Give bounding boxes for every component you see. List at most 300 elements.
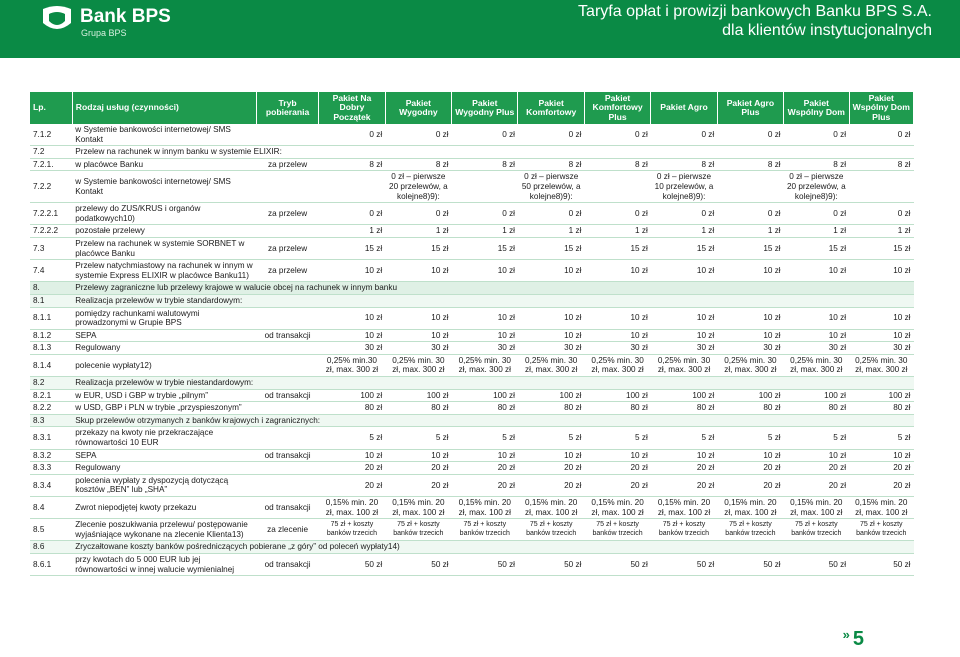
fee-cell: 5 zł <box>502 433 515 443</box>
row-number: 8.1.3 <box>33 343 52 353</box>
row-mode: od transakcji <box>264 330 311 340</box>
fee-cell: 8 zł <box>767 159 781 169</box>
row-number: 8. <box>33 283 40 293</box>
fee-cell: 5 zł <box>369 433 383 443</box>
fee-cell: 75 zł + koszty banków trzecich <box>791 521 842 537</box>
fee-cell <box>452 171 518 203</box>
fee-cell: 30 zł <box>431 343 449 353</box>
fee-cell: 0,25% min. 30 zł, max. 300 zł <box>855 355 908 375</box>
table-row <box>30 260 914 282</box>
fee-cell: 20 zł <box>763 480 781 490</box>
fee-cell: 0 zł <box>635 208 648 218</box>
row-number: 8.2.1 <box>33 390 52 400</box>
col-package-6: Pakiet Agro <box>651 92 717 124</box>
row-mode <box>256 402 318 415</box>
row-mode <box>256 307 318 329</box>
row-mode <box>256 474 318 496</box>
fee-cell: 0,25% min. 30 zł, max. 300 zł <box>790 355 843 375</box>
fee-cell: 30 zł <box>364 343 383 353</box>
fee-cell: 15 zł <box>564 243 582 253</box>
fee-cell: 0 zł <box>767 208 781 218</box>
section-title: Realizacja przelewów w trybie standardowym: <box>75 295 243 305</box>
table-row <box>30 342 914 355</box>
fee-cell: 80 zł <box>564 403 582 413</box>
fee-cell: 30 zł <box>893 343 911 353</box>
col-package-4: Pakiet Komfortowy <box>518 92 584 124</box>
fee-cell: 0,15% min. 20 zł, max. 100 zł <box>724 498 777 517</box>
row-number: 8.3.4 <box>33 480 52 490</box>
fee-cell: 80 zł <box>364 403 383 413</box>
fee-cell: 10 zł <box>630 265 648 275</box>
fee-cell: 10 zł <box>564 330 582 340</box>
fee-cell: 1 zł <box>767 226 781 236</box>
fee-cell: 30 zł <box>564 343 582 353</box>
fee-cell: 0 zł <box>833 208 847 218</box>
row-description: Przelew na rachunek w systemie SORBNET w placówce Banku <box>75 238 245 258</box>
row-description: pozostałe przelewy <box>75 226 145 236</box>
fee-cell: 10 zł <box>630 330 648 340</box>
double-chevron-icon: » <box>842 627 850 642</box>
table-row <box>30 282 914 295</box>
fee-cell: 100 zł <box>692 390 715 400</box>
fee-cell: 0,15% min. 20 zł, max. 100 zł <box>657 498 711 517</box>
row-description: polecenia wypłaty z dyspozycją dotyczącą kosztów „BEN” lub „SHA” <box>75 475 229 495</box>
fee-cell: 10 zł <box>564 450 582 460</box>
section-title: Przelewy zagraniczne lub przelewy krajowe w walucie obcej na rachunek w innym banku <box>75 283 397 293</box>
table-row <box>30 237 914 259</box>
row-description: Przelew natychmiastowy na rachunek w innym w systemie Express ELIXIR w placówce Banku11) <box>75 261 253 280</box>
table-row <box>30 462 914 475</box>
fee-cell: 100 zł <box>426 390 449 400</box>
fee-cell <box>717 171 783 203</box>
row-number: 8.2.2 <box>33 403 52 413</box>
row-number: 7.2.2.2 <box>33 226 59 236</box>
row-mode: za przelew <box>268 243 308 253</box>
fee-cell <box>849 171 913 203</box>
fee-cell: 50 zł <box>431 559 449 569</box>
fee-cell: 5 zł <box>435 433 449 443</box>
row-mode <box>256 427 318 449</box>
fee-cell: 10 zł <box>630 450 648 460</box>
section-title: Skup przelewów otrzymanych z banków krajowych i zagranicznych: <box>75 415 321 425</box>
logo-title: Bank BPS <box>80 6 171 27</box>
fee-cell: 75 zł + koszty banków trzecich <box>526 521 577 537</box>
table-row <box>30 203 914 225</box>
fee-cell: 0,15% min. 20 zł, max. 100 zł <box>591 498 644 517</box>
fee-cell: 1 zł <box>435 226 449 236</box>
fee-cell: 0,25% min. 30 zł, max. 300 zł <box>724 355 777 375</box>
row-number: 8.2 <box>33 378 45 388</box>
fee-cell: 0 zł <box>502 208 515 218</box>
fee-cell: 30 zł <box>828 343 847 353</box>
fee-cell: 80 zł <box>431 403 449 413</box>
row-number: 7.2.1. <box>33 159 54 169</box>
fee-cell: 100 zł <box>758 390 781 400</box>
fee-cell: 75 zł + koszty banków trzecich <box>856 521 907 537</box>
fee-cell: 80 zł <box>763 403 781 413</box>
fee-cell: 20 zł <box>497 480 515 490</box>
fee-cell: 75 zł + koszty banków trzecich <box>326 521 378 537</box>
row-number: 8.3.3 <box>33 463 52 473</box>
fee-cell <box>319 171 385 203</box>
fee-cell: 1 zł <box>833 226 847 236</box>
fee-cell: 20 zł <box>630 463 648 473</box>
table-row <box>30 354 914 376</box>
fee-cell: 20 zł <box>763 463 781 473</box>
section-title: Przelew na rachunek w innym banku w systemie ELIXIR: <box>75 147 282 157</box>
fee-cell: 10 zł <box>497 265 515 275</box>
fee-cell: 0 zł <box>369 208 383 218</box>
col-package-5: Pakiet Komfortowy Plus <box>584 92 650 124</box>
fee-cell: 10 zł <box>763 313 781 323</box>
fee-cell: 100 zł <box>888 390 911 400</box>
table-row <box>30 389 914 402</box>
fee-cell: 80 zł <box>828 403 847 413</box>
fee-cell: 15 zł <box>497 243 515 253</box>
fee-cell: 8 zł <box>568 159 582 169</box>
row-mode: od transakcji <box>264 450 311 460</box>
fee-cell: 0,15% min. 20 zł, max. 100 zł <box>525 498 578 517</box>
fee-cell: 50 zł <box>630 559 648 569</box>
fee-cell: 20 zł <box>364 463 383 473</box>
table-row <box>30 329 914 342</box>
logo-subtitle: Grupa BPS <box>81 28 127 38</box>
table-row <box>30 519 914 541</box>
fee-cell: 0 zł <box>767 129 781 139</box>
fee-cell: 30 zł <box>497 343 515 353</box>
fee-cell: 0 zł <box>701 129 715 139</box>
row-mode: za przelew <box>268 159 308 169</box>
fee-cell: 0 zł – pierwsze 20 przelewów, a kolejne8)9): <box>389 172 448 201</box>
fee-cell: 0,25% min. 30 zł, max. 300 zł <box>657 355 711 375</box>
fee-cell: 10 zł <box>763 330 781 340</box>
row-description: w Systemie bankowości internetowej/ SMS Kontakt <box>75 177 231 196</box>
fee-cell: 5 zł <box>701 433 715 443</box>
fee-cell: 0 zł <box>435 208 449 218</box>
fee-cell: 30 zł <box>630 343 648 353</box>
row-mode: za przelew <box>268 265 308 275</box>
col-package-2: Pakiet Wygodny <box>385 92 451 124</box>
row-description: przekazy na kwoty nie przekraczające równowartości 10 EUR <box>75 428 214 448</box>
fee-cell: 50 zł <box>828 559 847 569</box>
fee-cell: 20 zł <box>893 480 911 490</box>
fee-cell: 10 zł <box>696 313 715 323</box>
row-mode <box>256 462 318 475</box>
fee-cell: 10 zł <box>497 330 515 340</box>
row-description: Regulowany <box>75 343 121 353</box>
page-number <box>843 627 864 651</box>
table-row <box>30 377 914 390</box>
fee-cell: 0 zł <box>897 208 911 218</box>
fee-cell: 0,15% min. 20 zł, max. 100 zł <box>790 498 843 517</box>
fee-cell: 100 zł <box>824 390 847 400</box>
bank-logo <box>40 5 170 39</box>
row-description: przy kwotach do 5 000 EUR lub jej równowartości w innej walucie wymienialnej <box>75 554 235 574</box>
row-description: SEPA <box>75 330 97 340</box>
fee-cell: 0,25% min. 30 zł, max. 300 zł <box>525 355 578 375</box>
row-number: 8.1 <box>33 295 45 305</box>
fee-cell: 0,25% min.30 zł, max. 300 zł <box>325 355 379 375</box>
fee-cell: 10 zł <box>364 265 383 275</box>
row-mode <box>256 354 318 376</box>
col-package-8: Pakiet Wspólny Dom <box>784 92 849 124</box>
fee-cell: 10 zł <box>696 330 715 340</box>
fee-cell: 1 zł <box>635 226 648 236</box>
fee-cell: 8 zł <box>833 159 847 169</box>
row-number: 8.4 <box>33 502 45 512</box>
fee-cell: 20 zł <box>564 463 582 473</box>
fee-cell: 0,15% min. 20 zł, max. 100 zł <box>325 498 379 517</box>
fee-cell: 100 zł <box>493 390 515 400</box>
fee-cell: 75 zł + koszty banków trzecich <box>658 521 710 537</box>
row-mode <box>256 171 318 203</box>
row-number: 8.6 <box>33 542 45 552</box>
fee-cell: 10 zł <box>431 265 449 275</box>
fee-cell: 20 zł <box>893 463 911 473</box>
fee-cell: 0,25% min. 30 zł, max. 300 zł <box>458 355 511 375</box>
row-number: 7.2 <box>33 147 45 157</box>
row-description: SEPA <box>75 450 97 460</box>
table-row <box>30 474 914 496</box>
fee-cell: 0 zł <box>701 208 715 218</box>
col-package-9: Pakiet Wspólny Dom Plus <box>849 92 913 124</box>
fee-cell: 75 zł + koszty banków trzecich <box>592 521 643 537</box>
row-number: 8.1.2 <box>33 330 52 340</box>
fee-cell: 8 zł <box>502 159 515 169</box>
fee-cell: 80 zł <box>497 403 515 413</box>
row-mode <box>256 342 318 355</box>
fee-cell: 5 zł <box>767 433 781 443</box>
fee-cell: 0 zł <box>435 129 449 139</box>
row-description: w placówce Banku <box>75 159 144 169</box>
table-row <box>30 541 914 554</box>
row-mode: za zlecenie <box>267 524 309 534</box>
fee-cell: 0,25% min. 30 zł, max. 300 zł <box>591 355 644 375</box>
fee-cell: 8 zł <box>635 159 648 169</box>
fee-cell: 10 zł <box>364 313 383 323</box>
fee-cell: 30 zł <box>696 343 715 353</box>
fee-cell: 10 zł <box>828 450 847 460</box>
table-row <box>30 225 914 238</box>
fee-cell: 8 zł <box>701 159 715 169</box>
table-row <box>30 146 914 159</box>
table-row <box>30 124 914 146</box>
row-number: 7.4 <box>33 265 45 275</box>
table-body <box>30 124 914 576</box>
fee-cell: 8 zł <box>897 159 911 169</box>
fee-cell: 0 zł <box>635 129 648 139</box>
row-number: 8.3 <box>33 415 45 425</box>
fee-cell: 1 zł <box>369 226 383 236</box>
fee-cell: 50 zł <box>893 559 911 569</box>
fee-cell: 100 zł <box>360 390 383 400</box>
row-description: Zlecenie poszukiwania przelewu/ postępowanie wyjaśniające wykonane na zlecenie Klienta13) <box>75 520 248 539</box>
fee-cell: 20 zł <box>696 480 715 490</box>
fee-cell: 10 zł <box>364 450 383 460</box>
fee-cell: 20 zł <box>696 463 715 473</box>
row-number: 7.2.2 <box>33 181 52 191</box>
fee-cell: 75 zł + koszty banków trzecich <box>459 521 510 537</box>
row-number: 8.1.4 <box>33 360 52 370</box>
fee-cell: 20 zł <box>630 480 648 490</box>
row-description: przelewy do ZUS/KRUS i organów podatkowych10) <box>75 204 201 223</box>
fee-cell: 8 zł <box>369 159 383 169</box>
fee-cell: 0,15% min. 20 zł, max. 100 zł <box>392 498 445 517</box>
fee-cell: 5 zł <box>568 433 582 443</box>
table-row <box>30 307 914 329</box>
fee-cell: 0 zł <box>369 129 383 139</box>
section-title: Zryczałtowane koszty banków pośredniczących pobierane „z góry” od poleceń wypłaty14) <box>75 542 400 552</box>
fee-cell: 10 zł <box>696 450 715 460</box>
fee-cell: 10 zł <box>497 450 515 460</box>
fee-cell: 15 zł <box>696 243 715 253</box>
row-number: 7.3 <box>33 243 45 253</box>
row-number: 7.1.2 <box>33 129 52 139</box>
fee-cell: 10 zł <box>431 330 449 340</box>
col-lp: Lp. <box>30 92 72 124</box>
page-number-value: 5 <box>852 628 864 650</box>
fee-cell: 10 zł <box>564 313 582 323</box>
fee-cell: 10 zł <box>431 450 449 460</box>
row-mode <box>256 225 318 238</box>
row-description: polecenie wypłaty12) <box>75 360 152 370</box>
fee-cell: 5 zł <box>897 433 911 443</box>
fee-cell: 20 zł <box>564 480 582 490</box>
fee-cell: 20 zł <box>431 480 449 490</box>
row-description: w USD, GBP i PLN w trybie „przyspieszonym” <box>75 403 242 413</box>
title-line-2: dla klientów instytucjonalnych <box>722 22 932 39</box>
fee-cell: 30 zł <box>763 343 781 353</box>
row-description: pomiędzy rachunkami walutowymi prowadzonymi w Grupie BPS <box>75 308 200 328</box>
row-mode: od transakcji <box>264 502 311 512</box>
col-mode: Tryb pobierania <box>256 92 318 124</box>
col-service: Rodzaj usług (czynności) <box>72 92 256 124</box>
row-description: w EUR, USD i GBP w trybie „pilnym” <box>75 390 208 400</box>
fee-cell: 15 zł <box>630 243 648 253</box>
table-row <box>30 294 914 307</box>
table-row <box>30 158 914 171</box>
row-mode: za przelew <box>268 208 308 218</box>
row-number: 8.3.1 <box>33 433 52 443</box>
fee-cell: 0 zł – pierwsze 10 przelewów, a kolejne8)9): <box>654 172 714 201</box>
fee-cell: 0 zł <box>568 208 582 218</box>
fee-cell: 15 zł <box>763 243 781 253</box>
fee-cell: 0 zł – pierwsze 50 przelewów, a kolejne8)9): <box>521 172 581 201</box>
fee-cell: 0 zł – pierwsze 20 przelewów, a kolejne8)9): <box>786 172 846 201</box>
fee-cell: 10 zł <box>893 450 911 460</box>
table-row <box>30 402 914 415</box>
row-mode: od transakcji <box>264 390 311 400</box>
col-package-1: Pakiet Na Dobry Początek <box>319 92 385 124</box>
fee-cell: 0,15% min. 20 zł, max. 100 zł <box>855 498 908 517</box>
bank-bps-logo-icon <box>40 5 74 35</box>
tariff-table-wrap <box>30 92 914 576</box>
title-line-1: Taryfa opłat i prowizji bankowych Banku BPS S.A. <box>578 3 932 20</box>
fee-cell: 1 zł <box>568 226 582 236</box>
row-number: 8.3.2 <box>33 450 52 460</box>
fee-cell: 75 zł + koszty banków trzecich <box>393 521 444 537</box>
row-mode <box>256 124 318 146</box>
fee-cell: 10 zł <box>497 313 515 323</box>
document-title <box>578 2 932 40</box>
fee-cell: 10 zł <box>893 313 911 323</box>
fee-cell: 10 zł <box>364 330 383 340</box>
fee-cell: 10 zł <box>431 313 449 323</box>
table-row <box>30 497 914 519</box>
fee-cell: 50 zł <box>696 559 715 569</box>
fee-cell <box>584 171 650 203</box>
fee-cell: 20 zł <box>497 463 515 473</box>
fee-cell: 50 zł <box>497 559 515 569</box>
fee-cell: 10 zł <box>763 265 781 275</box>
table-header-row <box>30 92 914 124</box>
fee-cell: 50 zł <box>564 559 582 569</box>
fee-cell: 15 zł <box>431 243 449 253</box>
table-row <box>30 414 914 427</box>
fee-cell: 20 zł <box>431 463 449 473</box>
fee-cell: 5 zł <box>833 433 847 443</box>
fee-cell: 20 zł <box>828 463 847 473</box>
fee-cell: 100 zł <box>625 390 648 400</box>
fee-cell: 10 zł <box>828 313 847 323</box>
fee-cell: 0,15% min. 20 zł, max. 100 zł <box>458 498 511 517</box>
fee-cell: 100 zł <box>559 390 582 400</box>
fee-cell: 0 zł <box>897 129 911 139</box>
row-number: 7.2.2.1 <box>33 208 59 218</box>
fee-cell: 50 zł <box>763 559 781 569</box>
fee-cell: 10 zł <box>763 450 781 460</box>
fee-cell: 15 zł <box>364 243 383 253</box>
fee-cell: 1 zł <box>502 226 515 236</box>
fee-cell: 10 zł <box>630 313 648 323</box>
table-row <box>30 449 914 462</box>
col-package-3: Pakiet Wygodny Plus <box>452 92 518 124</box>
fee-cell: 20 zł <box>364 480 383 490</box>
table-row <box>30 553 914 575</box>
fee-cell: 0,25% min. 30 zł, max. 300 zł <box>392 355 445 375</box>
row-number: 8.6.1 <box>33 559 52 569</box>
fee-cell: 10 zł <box>696 265 715 275</box>
col-package-7: Pakiet Agro Plus <box>717 92 783 124</box>
fee-cell: 75 zł + koszty banków trzecich <box>725 521 776 537</box>
fee-cell: 0 zł <box>568 129 582 139</box>
row-description: w Systemie bankowości internetowej/ SMS Kontakt <box>75 125 231 144</box>
row-description: Zwrot niepodjętej kwoty przekazu <box>75 502 197 512</box>
fee-cell: 0 zł <box>833 129 847 139</box>
table-row <box>30 427 914 449</box>
page-header <box>0 0 960 58</box>
row-description: Regulowany <box>75 463 121 473</box>
fee-cell: 10 zł <box>564 265 582 275</box>
fee-cell: 1 zł <box>701 226 715 236</box>
table-row <box>30 171 914 203</box>
fee-cell: 5 zł <box>635 433 648 443</box>
row-number: 8.1.1 <box>33 313 52 323</box>
fee-cell: 15 zł <box>828 243 847 253</box>
fee-cell: 80 zł <box>893 403 911 413</box>
fee-cell: 10 zł <box>828 330 847 340</box>
fee-cell: 80 zł <box>630 403 648 413</box>
fee-cell: 80 zł <box>696 403 715 413</box>
tariff-table <box>30 92 914 576</box>
fee-cell: 10 zł <box>828 265 847 275</box>
fee-cell: 10 zł <box>893 265 911 275</box>
fee-cell: 15 zł <box>893 243 911 253</box>
row-mode: od transakcji <box>264 559 311 569</box>
fee-cell: 0 zł <box>502 129 515 139</box>
section-title: Realizacja przelewów w trybie niestandardowym: <box>75 378 254 388</box>
fee-cell: 1 zł <box>897 226 911 236</box>
